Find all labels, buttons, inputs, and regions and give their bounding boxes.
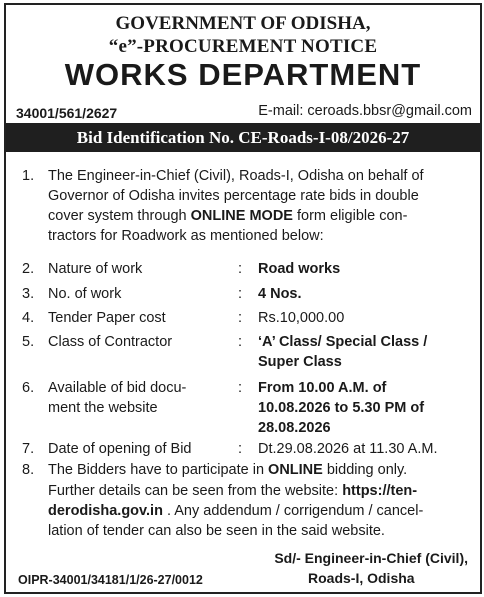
reference-number: 34001/561/2627	[16, 105, 118, 121]
row-colon: :	[238, 286, 243, 302]
row-value: 10.08.2026 to 5.30 PM of	[258, 400, 425, 416]
item-number: 4.	[22, 310, 35, 326]
row-label: Tender Paper cost	[48, 310, 166, 326]
row-value: ‘A’ Class/ Special Class /	[258, 334, 428, 350]
row-value: Super Class	[258, 354, 342, 370]
signature-office: Roads-I, Odisha	[308, 570, 415, 586]
row-colon: :	[238, 334, 243, 350]
row-colon: :	[238, 441, 243, 457]
oipr-code: OIPR-34001/34181/1/26-27/0012	[18, 573, 203, 587]
government-heading: GOVERNMENT OF ODISHA,	[115, 13, 371, 34]
row-value: 28.08.2026	[258, 420, 331, 436]
row-value: Dt.29.08.2026 at 11.30 A.M.	[258, 441, 438, 457]
contact-email: E-mail: ceroads.bbsr@gmail.com	[258, 103, 472, 119]
row-colon: :	[238, 310, 243, 326]
item-1-line: cover system through ONLINE MODE form eligible con-	[48, 208, 408, 224]
row-colon: :	[238, 261, 243, 277]
row-label: ment the website	[48, 400, 158, 416]
item-number: 6.	[22, 380, 35, 396]
row-label: No. of work	[48, 286, 122, 302]
item-1-line: Governor of Odisha invites percentage rate bids in double	[48, 188, 419, 204]
row-label: Available of bid docu-	[48, 380, 187, 396]
bid-identification-banner: Bid Identification No. CE-Roads-I-08/2026-27	[6, 123, 480, 152]
item-8-line: lation of tender can also be seen in the said website.	[48, 523, 385, 539]
row-label: Nature of work	[48, 261, 143, 277]
item-number: 7.	[22, 441, 35, 457]
row-value: 4 Nos.	[258, 286, 302, 302]
notice-title: “e”-PROCUREMENT NOTICE	[108, 36, 378, 57]
row-value: Rs.10,000.00	[258, 310, 345, 326]
row-label: Date of opening of Bid	[48, 441, 192, 457]
item-number: 8.	[22, 462, 35, 478]
department-title: WORKS DEPARTMENT	[64, 57, 422, 92]
row-colon: :	[238, 380, 243, 396]
item-number: 3.	[22, 286, 35, 302]
item-1-line: tractors for Roadwork as mentioned below:	[48, 228, 324, 244]
item-number: 5.	[22, 334, 35, 350]
row-label: Class of Contractor	[48, 334, 173, 350]
item-8-line: The Bidders have to participate in ONLINE bidding only.	[48, 462, 408, 478]
item-number: 2.	[22, 261, 35, 277]
notice-frame	[4, 3, 482, 594]
item-8-line: Further details can be seen from the website: https://ten-	[48, 483, 418, 499]
item-number: 1.	[22, 168, 35, 184]
item-1-line: The Engineer-in-Chief (Civil), Roads-I, Odisha on behalf of	[48, 168, 424, 184]
signature-title: Sd/- Engineer-in-Chief (Civil),	[274, 550, 468, 566]
row-value: From 10.00 A.M. of	[258, 380, 387, 396]
row-value: Road works	[258, 261, 341, 277]
item-8-line: derodisha.gov.in . Any addendum / corrigendum / cancel-	[48, 503, 424, 519]
